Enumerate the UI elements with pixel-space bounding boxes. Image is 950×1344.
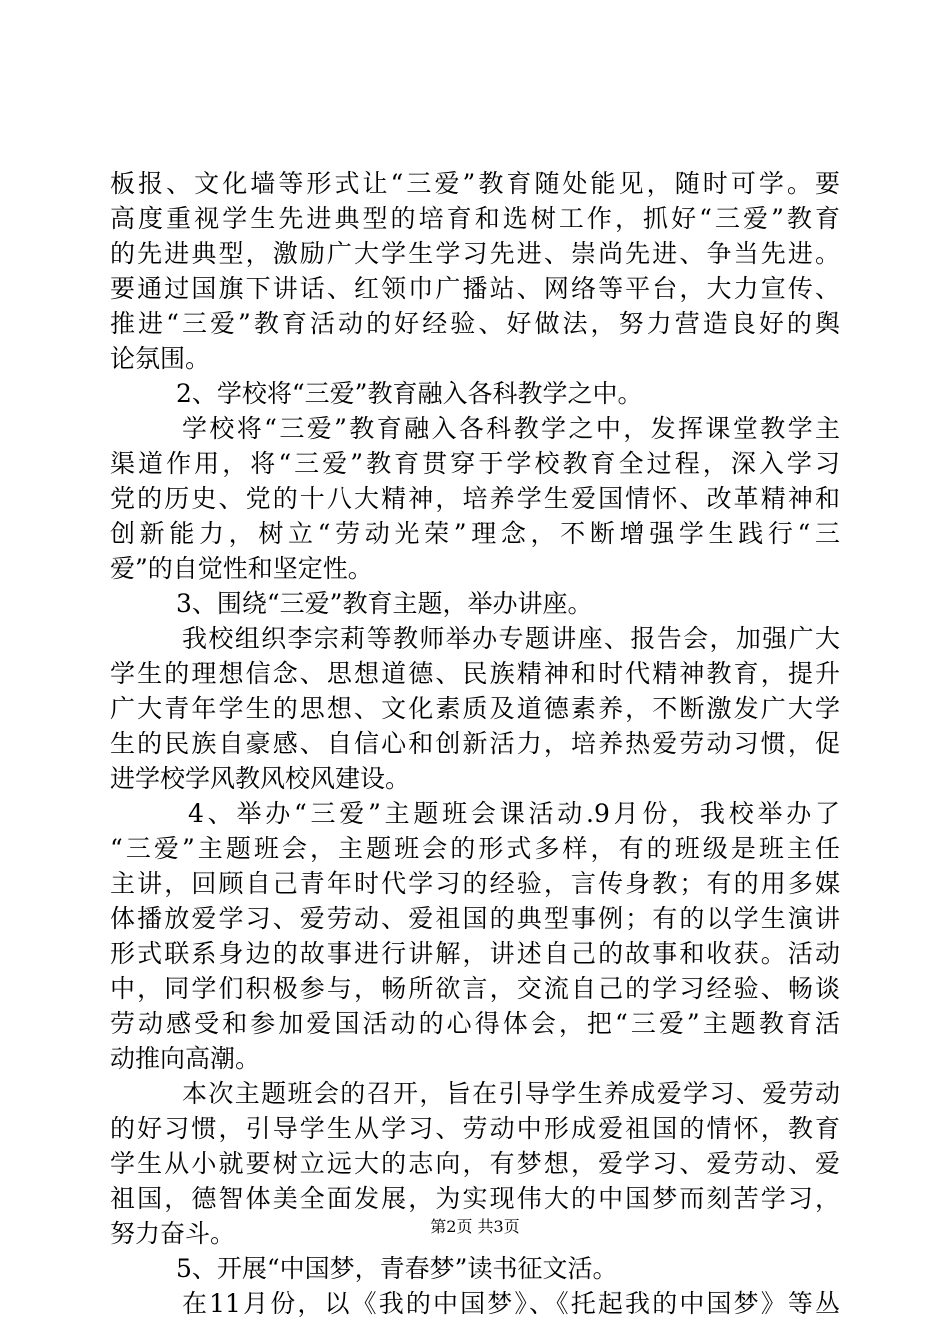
text-line: 爱”的自觉性和坚定性。 [110,554,373,583]
text-line: 论氛围。 [110,344,211,373]
text-line: 劳动感受和参加爱国活动的心得体会，把“三爱”主题教育活 [110,1009,840,1038]
text-line: 生的民族自豪感、自信心和创新活力，培养热爱劳动习惯，促 [110,729,840,758]
text-line: 在11月份，以《我的中国梦》、《托起我的中国梦》等丛 [182,1289,840,1318]
text-line: 党的历史、党的十八大精神，培养学生爱国情怀、改革精神和 [110,484,840,513]
text-line: 推进“三爱”教育活动的好经验、好做法，努力营造良好的舆 [110,309,840,338]
text-line: 学生从小就要树立远大的志向，有梦想，爱学习、爱劳动、爱 [110,1149,840,1178]
section-heading: 2、学校将“三爱”教育融入各科教学之中。 [176,379,643,408]
text-line: 广大青年学生的思想、文化素质及道德素养，不断激发广大学 [110,694,840,723]
text-line: 祖国，德智体美全面发展，为实现伟大的中国梦而刻苦学习， [110,1184,840,1213]
text-line: 形式联系身边的故事进行讲解，讲述自己的故事和收获。活动 [110,939,840,968]
text-line: 中，同学们积极参与，畅所欲言，交流自己的学习经验、畅谈 [110,974,840,1003]
text-line: 本次主题班会的召开，旨在引导学生养成爱学习、爱劳动 [182,1079,840,1108]
text-line: 体播放爱学习、爱劳动、爱祖国的典型事例；有的以学生演讲 [110,904,840,933]
text-line: 主讲，回顾自己青年时代学习的经验，言传身教；有的用多媒 [110,869,840,898]
text-line: 创新能力，树立“劳动光荣”理念，不断增强学生践行“三 [110,519,840,548]
text-line: 要通过国旗下讲话、红领巾广播站、网络等平台，大力宣传、 [110,274,840,303]
section-heading: 4、举办“三爱”主题班会课活动.9月份，我校举办了 [188,799,840,828]
text-line: “三爱”主题班会，主题班会的形式多样，有的班级是班主任 [110,834,840,863]
text-line: 动推向高潮。 [110,1044,261,1073]
text-line: 的先进典型，激励广大学生学习先进、崇尚先进、争当先进。 [110,239,840,268]
text-line: 高度重视学生先进典型的培育和选树工作，抓好“三爱”教育 [110,204,840,233]
text-line: 学校将“三爱”教育融入各科教学之中，发挥课堂教学主 [182,414,840,443]
text-line: 的好习惯，引导学生从学习、劳动中形成爱祖国的情怀，教育 [110,1114,840,1143]
text-line: 我校组织李宗莉等教师举办专题讲座、报告会，加强广大 [182,624,840,653]
text-line: 努力奋斗。 [110,1219,236,1248]
text-line: 渠道作用，将“三爱”教育贯穿于学校教育全过程，深入学习 [110,449,840,478]
section-heading: 5、开展“中国梦，青春梦”读书征文活。 [176,1254,618,1283]
text-line: 板报、文化墙等形式让“三爱”教育随处能见，随时可学。要 [110,169,840,198]
section-heading: 3、围绕“三爱”教育主题，举办讲座。 [176,589,593,618]
page-number: 第2页 共3页 [430,1217,520,1236]
text-line: 进学校学风教风校风建设。 [110,764,411,793]
text-line: 学生的理想信念、思想道德、民族精神和时代精神教育，提升 [110,659,840,688]
